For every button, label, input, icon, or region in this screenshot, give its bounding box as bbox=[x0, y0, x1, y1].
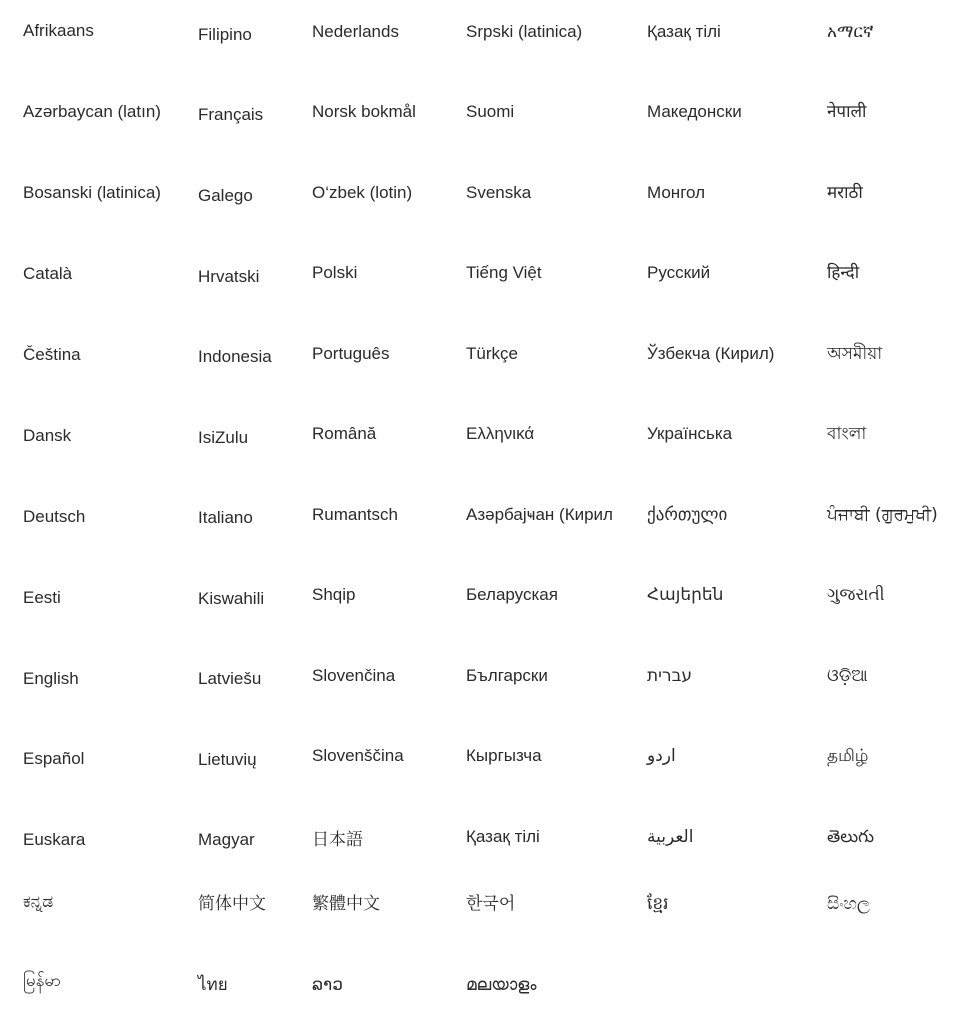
language-item-vietnamese[interactable]: Tiếng Việt bbox=[466, 263, 542, 282]
language-item-chinese-simplified[interactable]: 简体中文 bbox=[198, 894, 266, 914]
language-column-4 bbox=[466, 0, 622, 1036]
language-item-spanish[interactable]: Español bbox=[23, 749, 85, 768]
language-item-thai[interactable]: ไทย bbox=[198, 975, 228, 995]
language-item-hungarian[interactable]: Magyar bbox=[198, 830, 255, 849]
language-item-urdu[interactable]: اردو bbox=[647, 746, 676, 766]
language-item-assamese[interactable]: অসমীয়া bbox=[827, 344, 883, 364]
language-item-turkish[interactable]: Türkçe bbox=[466, 344, 518, 363]
language-item-arabic[interactable]: العربية bbox=[647, 827, 694, 847]
language-item-greek[interactable]: Ελληνικά bbox=[466, 424, 535, 443]
language-item-marathi[interactable]: मराठी bbox=[827, 183, 863, 203]
language-item-french[interactable]: Français bbox=[198, 105, 264, 124]
language-item-croatian[interactable]: Hrvatski bbox=[198, 267, 260, 286]
language-item-indonesian[interactable]: Indonesia bbox=[198, 347, 272, 366]
language-column-2 bbox=[198, 0, 306, 1036]
language-item-mongolian[interactable]: Монгол bbox=[647, 183, 706, 202]
language-item-portuguese[interactable]: Português bbox=[312, 344, 390, 363]
language-item-kazakh[interactable]: Қазақ тілі bbox=[466, 827, 540, 846]
language-item-nepali[interactable]: नेपाली bbox=[827, 102, 867, 122]
language-item-khmer[interactable]: ខ្មែរ bbox=[647, 894, 669, 914]
language-column-5 bbox=[647, 0, 817, 1036]
language-item-hebrew[interactable]: עברית bbox=[647, 666, 693, 686]
language-item-romansh[interactable]: Rumantsch bbox=[312, 505, 398, 524]
language-item-lithuanian[interactable]: Lietuvių bbox=[198, 750, 257, 769]
language-item-hindi[interactable]: हिन्दी bbox=[827, 263, 860, 283]
language-item-uzbek-latin[interactable]: O‘zbek (lotin) bbox=[312, 183, 413, 202]
language-item-lao[interactable]: ລາວ bbox=[312, 975, 343, 995]
language-item-uzbek-cyrillic[interactable]: Ўзбекча (Кирил) bbox=[647, 344, 775, 363]
language-column-1 bbox=[23, 0, 191, 1036]
language-column-6 bbox=[827, 0, 960, 1036]
language-item-punjabi-gurmukhi[interactable]: ਪੰਜਾਬੀ (ਗੁਰਮੁਖੀ) bbox=[827, 505, 938, 525]
language-item-bulgarian[interactable]: Български bbox=[466, 666, 548, 685]
language-item-slovak[interactable]: Slovenčina bbox=[312, 666, 396, 685]
language-item-malayalam[interactable]: മലയാളം bbox=[466, 975, 537, 995]
language-item-bosnian-latin[interactable]: Bosanski (latinica) bbox=[23, 183, 161, 202]
language-item-sinhala[interactable]: සිංහල bbox=[827, 894, 870, 914]
language-item-korean[interactable]: 한국어 bbox=[466, 894, 516, 914]
language-item-belarusian[interactable]: Беларуская bbox=[466, 585, 558, 604]
language-item-burmese[interactable]: မြန်မာ bbox=[23, 971, 62, 991]
language-item-dutch[interactable]: Nederlands bbox=[312, 22, 399, 41]
language-column-3 bbox=[312, 0, 460, 1036]
language-item-norwegian-bokmal[interactable]: Norsk bokmål bbox=[312, 102, 416, 121]
language-item-german[interactable]: Deutsch bbox=[23, 507, 86, 526]
language-item-english[interactable]: English bbox=[23, 669, 79, 688]
language-item-ukrainian[interactable]: Українська bbox=[647, 424, 733, 443]
language-item-russian[interactable]: Русский bbox=[647, 263, 711, 282]
language-item-serbian-latin[interactable]: Srpski (latinica) bbox=[466, 22, 583, 41]
language-item-albanian[interactable]: Shqip bbox=[312, 585, 356, 604]
language-item-chinese-traditional[interactable]: 繁體中文 bbox=[312, 894, 380, 914]
language-item-gujarati[interactable]: ગુજરાતી bbox=[827, 585, 885, 605]
language-item-romanian[interactable]: Română bbox=[312, 424, 377, 443]
language-item-zulu[interactable]: IsiZulu bbox=[198, 428, 249, 447]
language-item-estonian[interactable]: Eesti bbox=[23, 588, 61, 607]
language-item-bengali[interactable]: বাংলা bbox=[827, 424, 867, 444]
language-item-japanese[interactable]: 日本語 bbox=[312, 830, 363, 850]
language-item-italian[interactable]: Italiano bbox=[198, 508, 253, 527]
language-item-kyrgyz[interactable]: Кыргызча bbox=[466, 746, 542, 765]
language-item-czech[interactable]: Čeština bbox=[23, 345, 81, 364]
language-item-filipino[interactable]: Filipino bbox=[198, 25, 252, 44]
language-item-tamil[interactable]: தமிழ் bbox=[827, 746, 869, 766]
language-item-polish[interactable]: Polski bbox=[312, 263, 358, 282]
language-item-danish[interactable]: Dansk bbox=[23, 426, 72, 445]
language-item-galician[interactable]: Galego bbox=[198, 186, 253, 205]
language-item-armenian[interactable]: Հայերեն bbox=[647, 585, 724, 605]
language-item-latvian[interactable]: Latviešu bbox=[198, 669, 262, 688]
language-item-amharic[interactable]: አማርኛ bbox=[827, 22, 874, 42]
language-item-catalan[interactable]: Català bbox=[23, 264, 73, 283]
language-item-azerbaijani-cyrillic[interactable]: Азәрбајҹан (Кирил bbox=[466, 505, 613, 524]
language-item-telugu[interactable]: తెలుగు bbox=[827, 827, 874, 847]
language-item-afrikaans[interactable]: Afrikaans bbox=[23, 21, 94, 40]
language-item-odia[interactable]: ଓଡ଼ିଆ bbox=[827, 666, 868, 686]
language-item-slovenian[interactable]: Slovenščina bbox=[312, 746, 404, 765]
language-item-finnish[interactable]: Suomi bbox=[466, 102, 515, 121]
language-item-kannada[interactable]: ಕನ್ನಡ bbox=[23, 892, 54, 912]
language-item-macedonian[interactable]: Македонски bbox=[647, 102, 742, 121]
language-item-swahili[interactable]: Kiswahili bbox=[198, 589, 265, 608]
language-item-azerbaijani-latin[interactable]: Azərbaycan (latın) bbox=[23, 102, 161, 121]
language-item-georgian[interactable]: ქართული bbox=[647, 505, 728, 525]
language-item-swedish[interactable]: Svenska bbox=[466, 183, 532, 202]
language-item-kazakh-alt[interactable]: Қазақ тілі bbox=[647, 22, 721, 41]
language-item-basque[interactable]: Euskara bbox=[23, 830, 86, 849]
